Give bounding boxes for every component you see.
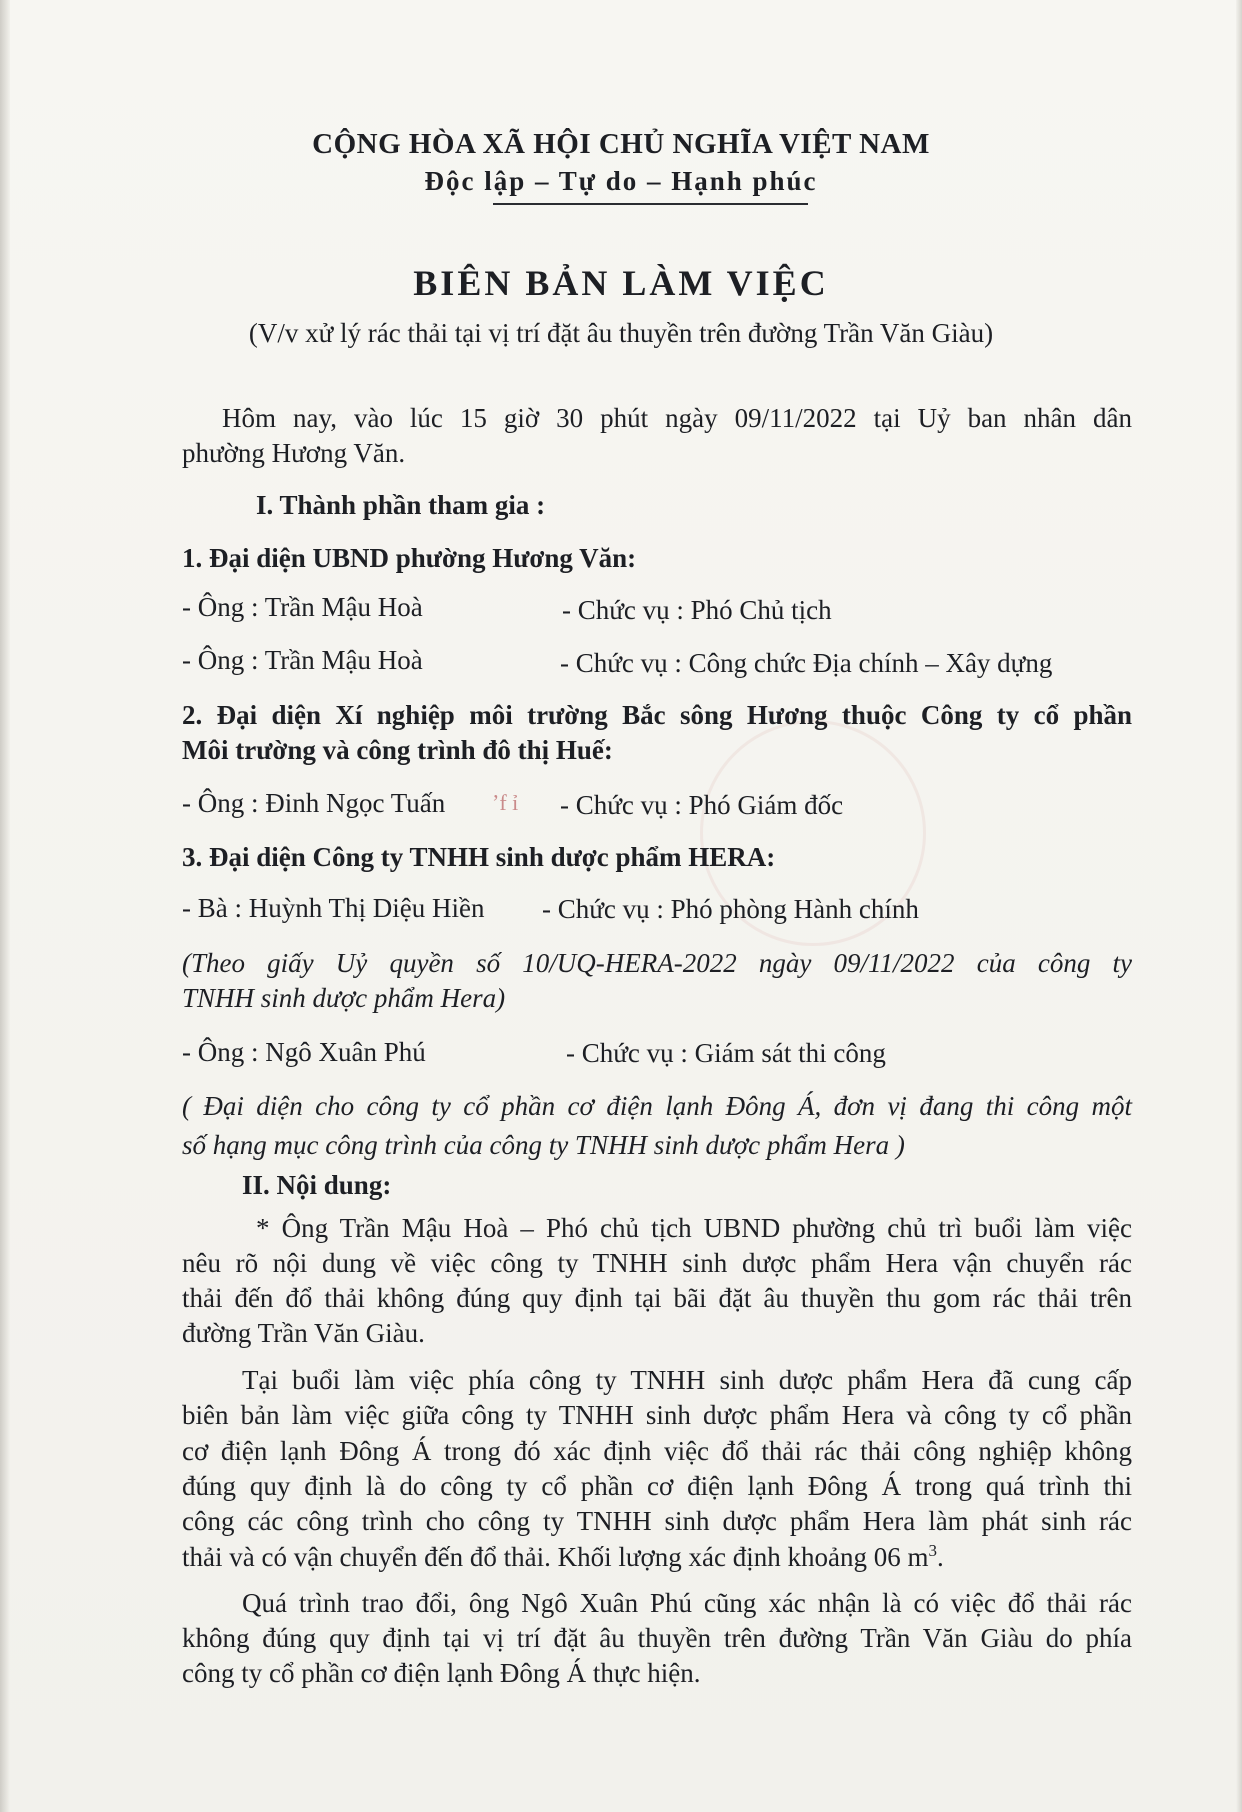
section-2-heading: II. Nội dung:	[242, 1170, 392, 1200]
paragraph-line: Tại buổi làm việc phía công ty TNHH sinh dược phẩm Hera đã cung cấp	[242, 1365, 1132, 1395]
group-3-heading: 3. Đại diện Công ty TNHH sinh dược phẩm HERA:	[182, 842, 776, 872]
paragraph-line: biên bản làm việc giữa công ty TNHH sinh dược phẩm Hera và công ty cổ phần	[182, 1400, 1132, 1430]
paragraph-line-with-volume	[182, 1541, 944, 1573]
person-role: - Chức vụ : Phó phòng Hành chính	[542, 894, 919, 924]
sentence-end: .	[937, 1542, 944, 1572]
authorization-note-line-2: TNHH sinh dược phẩm Hera)	[182, 983, 506, 1013]
person-role: - Chức vụ : Công chức Địa chính – Xây dựng	[560, 648, 1053, 678]
section-1-heading: I. Thành phần tham gia :	[256, 490, 546, 520]
intro-line-2: phường Hương Văn.	[182, 438, 406, 468]
person-role: - Chức vụ : Giám sát thi công	[566, 1038, 886, 1068]
paragraph-line: thải đến đổ thải không đúng quy định tại bãi đặt âu thuyền thu gom rác thải trên	[182, 1283, 1132, 1313]
person-name: - Bà : Huỳnh Thị Diệu Hiền	[182, 893, 485, 923]
person-name: - Ông : Ngô Xuân Phú	[182, 1037, 426, 1067]
national-motto: Độc lập – Tự do – Hạnh phúc	[424, 166, 818, 196]
representative-note-line-1: ( Đại diện cho công ty cổ phần cơ điện lạnh Đông Á, đơn vị đang thi công một	[182, 1091, 1132, 1121]
paragraph-line: nêu rõ nội dung về việc công ty TNHH sinh dược phẩm Hera vận chuyển rác	[182, 1248, 1132, 1278]
paragraph-line: đường Trần Văn Giàu.	[182, 1318, 425, 1348]
stamp-fragment-mark: ʼf ỉ	[492, 790, 519, 815]
person-name: - Ông : Đinh Ngọc Tuấn	[182, 788, 446, 818]
cubic-superscript: 3	[928, 1541, 937, 1560]
authorization-note-line-1: (Theo giấy Uỷ quyền số 10/UQ-HERA-2022 ngày 09/11/2022 của công ty	[182, 948, 1132, 978]
motto-underline	[493, 203, 808, 205]
person-name: - Ông : Trần Mậu Hoà	[182, 592, 423, 622]
paragraph-line: công các công trình cho công ty TNHH sinh dược phẩm Hera làm phát sinh rác	[182, 1506, 1132, 1536]
representative-note-line-2: số hạng mục công trình của công ty TNHH sinh dược phẩm Hera )	[182, 1130, 905, 1160]
intro-line-1: Hôm nay, vào lúc 15 giờ 30 phút ngày 09/11/2022 tại Uỷ ban nhân dân	[222, 403, 1132, 433]
group-2-heading-line-2: Môi trường và công trình đô thị Huế:	[182, 735, 613, 765]
paragraph-line: không đúng quy định tại vị trí đặt âu thuyền trên đường Trần Văn Giàu do phía	[182, 1623, 1132, 1653]
paragraph-line: * Ông Trần Mậu Hoà – Phó chủ tịch UBND phường chủ trì buổi làm việc	[256, 1213, 1132, 1243]
paragraph-line: công ty cổ phần cơ điện lạnh Đông Á thực hiện.	[182, 1658, 701, 1688]
document-title: BIÊN BẢN LÀM VIỆC	[413, 263, 829, 303]
paragraph-line-text: thải và có vận chuyển đến đổ thải. Khối lượng xác định khoảng 06 m	[182, 1542, 929, 1572]
group-2-heading-line-1: 2. Đại diện Xí nghiệp môi trường Bắc sông Hương thuộc Công ty cổ phần	[182, 700, 1132, 730]
paragraph-line: Quá trình trao đổi, ông Ngô Xuân Phú cũng xác nhận là có việc đổ thải rác	[242, 1588, 1132, 1618]
person-role: - Chức vụ : Phó Chủ tịch	[562, 595, 832, 625]
document-subtitle: (V/v xử lý rác thải tại vị trí đặt âu thuyền trên đường Trần Văn Giàu)	[248, 318, 994, 348]
paragraph-line: cơ điện lạnh Đông Á trong đó xác định việc đổ thải rác thải công nghiệp không	[182, 1436, 1132, 1466]
paragraph-line: đúng quy định là do công ty cổ phần cơ điện lạnh Đông Á trong quá trình thi	[182, 1471, 1132, 1501]
national-title: CỘNG HÒA XÃ HỘI CHỦ NGHĨA VIỆT NAM	[312, 128, 930, 160]
person-name: - Ông : Trần Mậu Hoà	[182, 645, 423, 675]
person-role: - Chức vụ : Phó Giám đốc	[560, 790, 844, 820]
group-1-heading: 1. Đại diện UBND phường Hương Văn:	[182, 543, 637, 573]
